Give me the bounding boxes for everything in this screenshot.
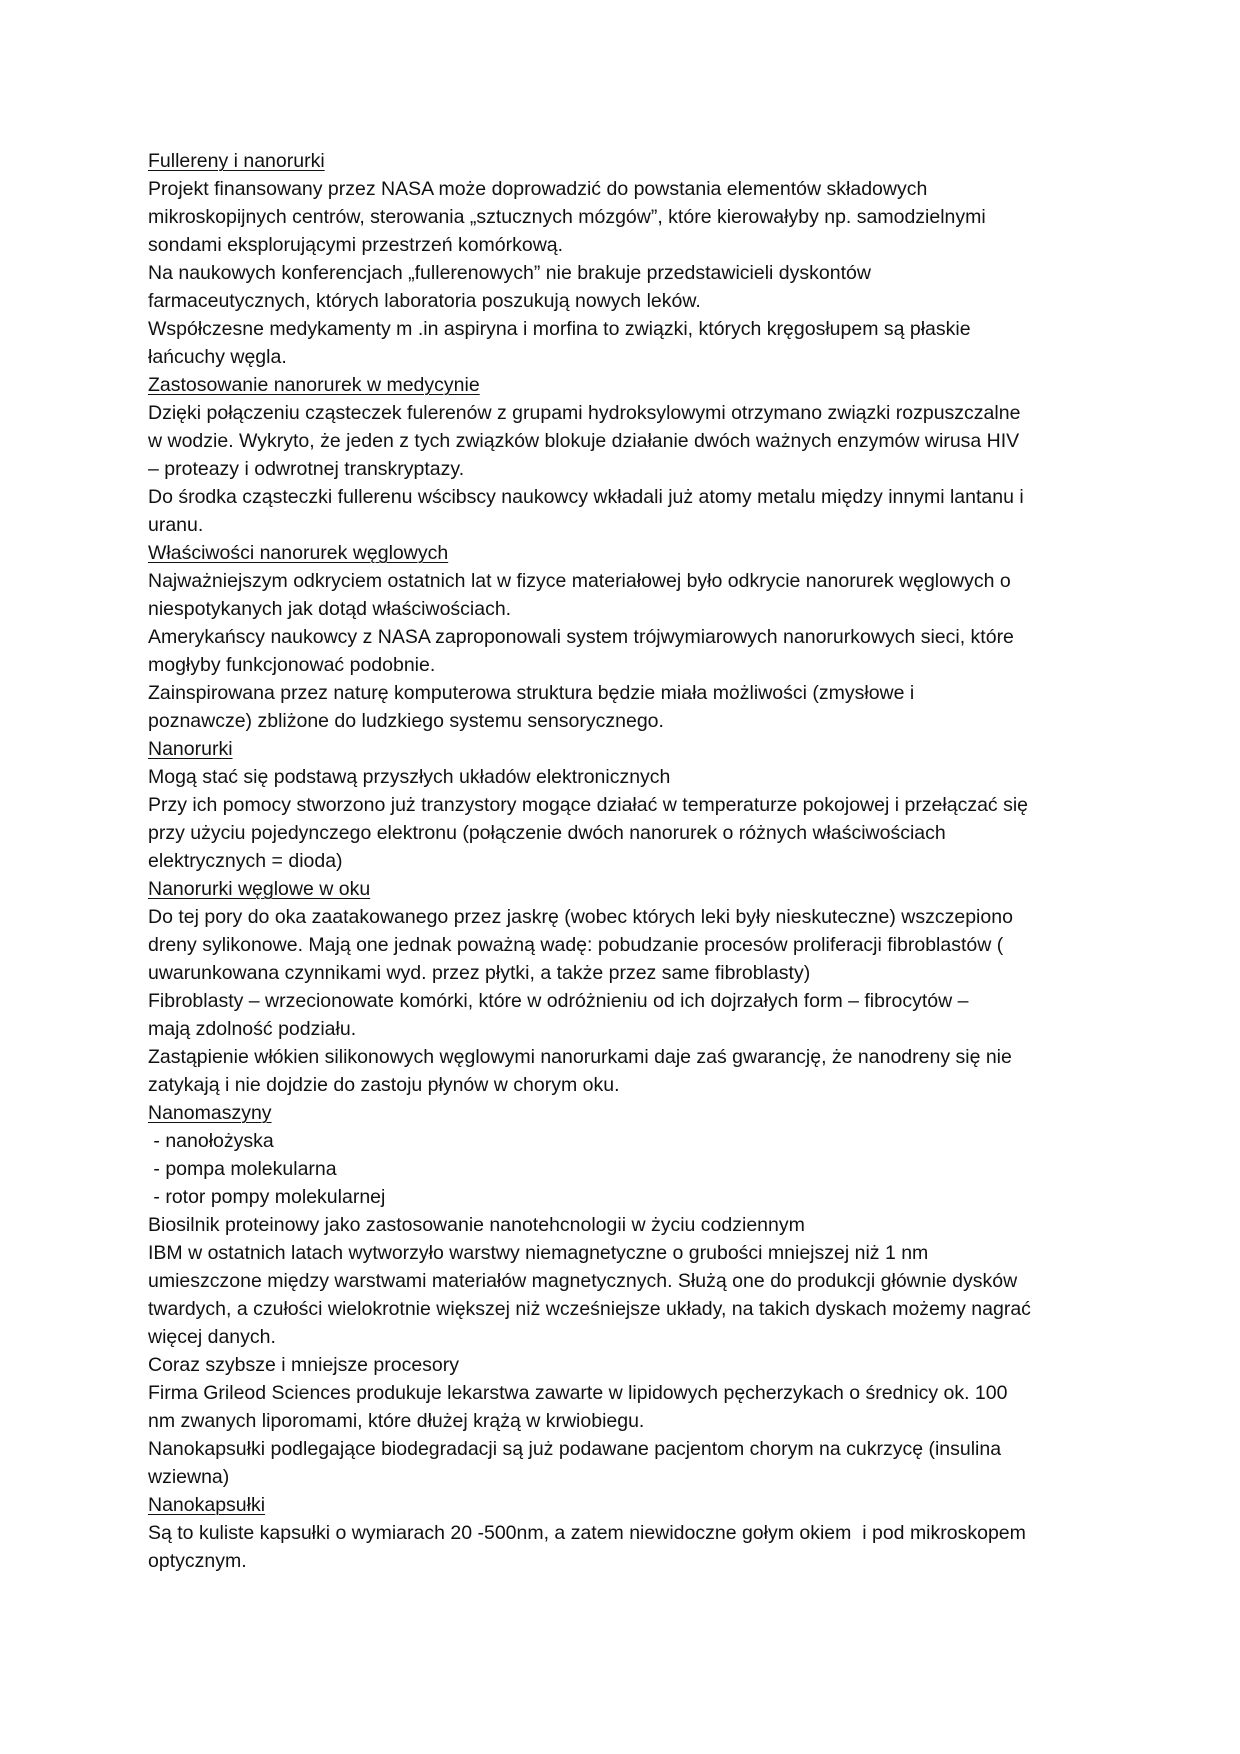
text-line: – proteazy i odwrotnej transkryptazy. bbox=[148, 458, 465, 480]
text-line: Fibroblasty – wrzecionowate komórki, które w odróżnieniu od ich dojrzałych form – fibrocytów – bbox=[148, 990, 969, 1012]
text-line: sondami eksplorującymi przestrzeń komórkową. bbox=[148, 234, 564, 256]
paragraph bbox=[148, 1155, 1098, 1183]
section-heading bbox=[148, 735, 1098, 763]
paragraph bbox=[148, 1239, 1098, 1351]
heading-text: Nanomaszyny bbox=[148, 1102, 272, 1124]
heading-text: Zastosowanie nanorurek w medycynie bbox=[148, 374, 480, 396]
paragraph bbox=[148, 1379, 1098, 1435]
heading-text: Fullereny i nanorurki bbox=[148, 150, 325, 172]
text-line: Są to kuliste kapsułki o wymiarach 20 -500nm, a zatem niewidoczne gołym okiem i pod mikroskopem bbox=[148, 1522, 1026, 1544]
text-line: dreny sylikonowe. Mają one jednak poważną wadę: pobudzanie procesów proliferacji fibroblastów ( bbox=[148, 934, 1004, 956]
section-heading bbox=[148, 147, 1098, 175]
text-line: łańcuchy węgla. bbox=[148, 346, 287, 368]
text-line: IBM w ostatnich latach wytworzyło warstwy niemagnetyczne o grubości mniejszej niż 1 nm bbox=[148, 1242, 929, 1264]
text-line: Projekt finansowany przez NASA może doprowadzić do powstania elementów składowych bbox=[148, 178, 928, 200]
paragraph bbox=[148, 623, 1098, 679]
section-heading bbox=[148, 875, 1098, 903]
text-line: Biosilnik proteinowy jako zastosowanie nanotehcnologii w życiu codziennym bbox=[148, 1214, 805, 1236]
text-line: Coraz szybsze i mniejsze procesory bbox=[148, 1354, 460, 1376]
paragraph bbox=[148, 567, 1098, 623]
paragraph bbox=[148, 259, 1098, 315]
text-line: Do tej pory do oka zaatakowanego przez jaskrę (wobec których leki były nieskuteczne) wszczepiono bbox=[148, 906, 1013, 928]
section-heading bbox=[148, 1099, 1098, 1127]
section-heading bbox=[148, 371, 1098, 399]
text-line: w wodzie. Wykryto, że jeden z tych związków blokuje działanie dwóch ważnych enzymów wirusa HIV bbox=[148, 430, 1020, 452]
text-line: uranu. bbox=[148, 514, 204, 536]
paragraph bbox=[148, 1351, 1098, 1379]
text-line: - pompa molekularna bbox=[148, 1158, 337, 1180]
paragraph bbox=[148, 1211, 1098, 1239]
section-heading bbox=[148, 1491, 1098, 1519]
text-line: Współczesne medykamenty m .in aspiryna i morfina to związki, których kręgosłupem są płaskie bbox=[148, 318, 971, 340]
heading-text: Nanokapsułki bbox=[148, 1494, 266, 1516]
text-line: optycznym. bbox=[148, 1550, 247, 1572]
text-line: Dzięki połączeniu cząsteczek fulerenów z grupami hydroksylowymi otrzymano związki rozpuszczalne bbox=[148, 402, 1021, 424]
text-line: Amerykańscy naukowcy z NASA zaproponowali system trójwymiarowych nanorurkowych sieci, które bbox=[148, 626, 1014, 648]
paragraph bbox=[148, 1435, 1098, 1491]
text-line: wziewna) bbox=[148, 1466, 230, 1488]
section-heading bbox=[148, 539, 1098, 567]
paragraph bbox=[148, 679, 1098, 735]
text-line: uwarunkowana czynnikami wyd. przez płytki, a także przez same fibroblasty) bbox=[148, 962, 811, 984]
paragraph bbox=[148, 175, 1098, 259]
paragraph bbox=[148, 483, 1098, 539]
text-line: Przy ich pomocy stworzono już tranzystory mogące działać w temperaturze pokojowej i przełączać się bbox=[148, 794, 1029, 816]
heading-text: Nanorurki węglowe w oku bbox=[148, 878, 371, 900]
text-line: więcej danych. bbox=[148, 1326, 276, 1348]
text-line: Firma Grileod Sciences produkuje lekarstwa zawarte w lipidowych pęcherzykach o średnicy ok. 100 bbox=[148, 1382, 1008, 1404]
text-line: Zainspirowana przez naturę komputerowa struktura będzie miała możliwości (zmysłowe i bbox=[148, 682, 915, 704]
text-line: nm zwanych liporomami, które dłużej krążą w krwiobiegu. bbox=[148, 1410, 645, 1432]
text-line: farmaceutycznych, których laboratoria poszukują nowych leków. bbox=[148, 290, 701, 312]
text-line: mają zdolność podziału. bbox=[148, 1018, 357, 1040]
paragraph bbox=[148, 791, 1098, 875]
document-body bbox=[148, 147, 1098, 1575]
paragraph bbox=[148, 399, 1098, 483]
text-line: Do środka cząsteczki fullerenu wścibscy naukowcy wkładali już atomy metalu między innymi lantanu i bbox=[148, 486, 1024, 508]
paragraph bbox=[148, 1519, 1098, 1575]
text-line: Nanokapsułki podlegające biodegradacji są już podawane pacjentom chorym na cukrzycę (insulina bbox=[148, 1438, 1002, 1460]
paragraph bbox=[148, 1043, 1098, 1099]
text-line: Na naukowych konferencjach „fullerenowych” nie brakuje przedstawicieli dyskontów bbox=[148, 262, 871, 284]
text-line: umieszczone między warstwami materiałów magnetycznych. Służą one do produkcji głównie dysków bbox=[148, 1270, 1018, 1292]
text-line: Zastąpienie włókien silikonowych węglowymi nanorurkami daje zaś gwarancję, że nanodreny się nie bbox=[148, 1046, 1012, 1068]
text-line: Mogą stać się podstawą przyszłych układów elektronicznych bbox=[148, 766, 671, 788]
paragraph bbox=[148, 315, 1098, 371]
text-line: elektrycznych = dioda) bbox=[148, 850, 343, 872]
text-line: mikroskopijnych centrów, sterowania „sztucznych mózgów”, które kierowałyby np. samodzielnymi bbox=[148, 206, 986, 228]
paragraph bbox=[148, 763, 1098, 791]
paragraph bbox=[148, 987, 1098, 1043]
text-line: mogłyby funkcjonować podobnie. bbox=[148, 654, 436, 676]
text-line: - nanołożyska bbox=[148, 1130, 274, 1152]
text-line: przy użyciu pojedynczego elektronu (połączenie dwóch nanorurek o różnych właściwościach bbox=[148, 822, 946, 844]
text-line: niespotykanych jak dotąd właściwościach. bbox=[148, 598, 512, 620]
paragraph bbox=[148, 1127, 1098, 1155]
paragraph bbox=[148, 1183, 1098, 1211]
heading-text: Właściwości nanorurek węglowych bbox=[148, 542, 449, 564]
text-line: Najważniejszym odkryciem ostatnich lat w fizyce materiałowej było odkrycie nanorurek węglowych o bbox=[148, 570, 1011, 592]
text-line: poznawcze) zbliżone do ludzkiego systemu sensorycznego. bbox=[148, 710, 664, 732]
text-line: twardych, a czułości wielokrotnie większej niż wcześniejsze układy, na takich dyskach możemy nagrać bbox=[148, 1298, 1031, 1320]
heading-text: Nanorurki bbox=[148, 738, 233, 760]
text-line: - rotor pompy molekularnej bbox=[148, 1186, 386, 1208]
paragraph bbox=[148, 903, 1098, 987]
text-line: zatykają i nie dojdzie do zastoju płynów w chorym oku. bbox=[148, 1074, 620, 1096]
